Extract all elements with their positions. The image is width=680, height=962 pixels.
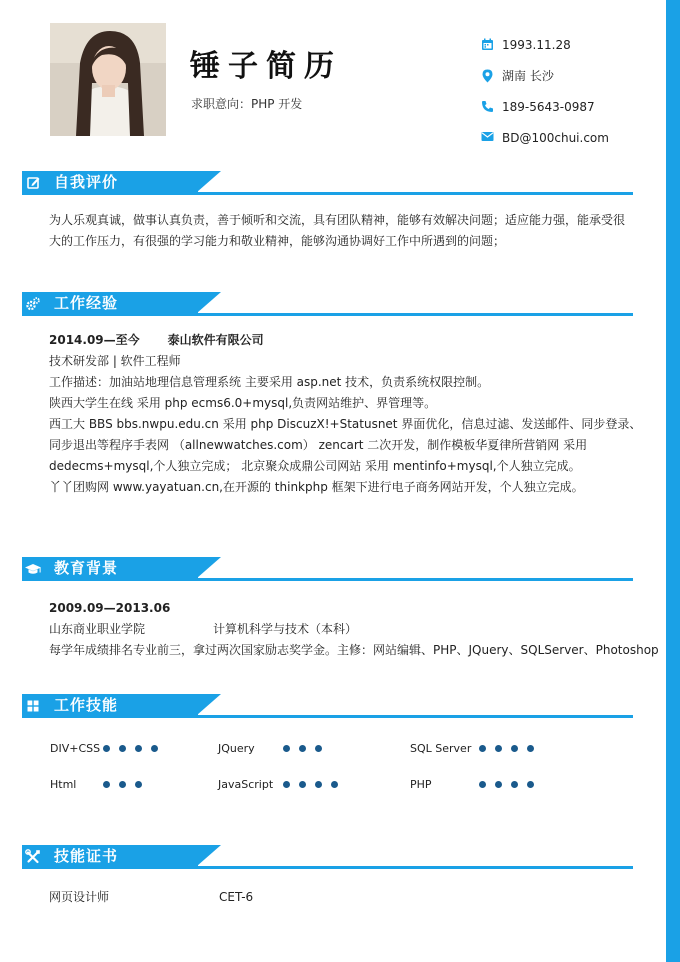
skill-name: Html xyxy=(50,778,77,791)
work-heading xyxy=(49,330,641,351)
skill-level-dot xyxy=(135,745,142,752)
skill-level-dot xyxy=(151,745,158,752)
portrait-image xyxy=(50,23,166,136)
certificate-item: CET-6 xyxy=(219,890,254,904)
section-icon-badge xyxy=(22,695,44,717)
text-line: dedecms+mysql,个人独立完成； 北京聚众成鼎公司网站 采用 mentinfo+mysql,个人独立完成。 xyxy=(49,459,581,473)
edit-icon xyxy=(22,172,44,194)
resume-title: 锤子简历 xyxy=(190,49,342,84)
contact-birthdate xyxy=(481,36,661,54)
skill-level-dot xyxy=(119,781,126,788)
certificate-item: 网页设计师 xyxy=(49,890,110,904)
email-text: BD@100chui.com xyxy=(502,131,609,145)
section-divider xyxy=(22,192,633,195)
skill-level-dot xyxy=(527,745,534,752)
skill-level-dot xyxy=(283,745,290,752)
phone-icon xyxy=(481,100,494,113)
job-objective: 求职意向：PHP 开发 xyxy=(191,97,303,111)
skill-level-dot xyxy=(495,781,502,788)
skill-level-dot xyxy=(283,781,290,788)
text-line: 陕西大学生在线 采用 php ecms6.0+mysql,负责网站维护、界管理等。 xyxy=(49,396,437,410)
text-line: 西工大 BBS bbs.nwpu.edu.cn 采用 php DiscuzX!+Statusnet 界面优化，信息过滤、发送邮件、同步登录、 xyxy=(49,417,642,431)
skill-name: JQuery xyxy=(218,742,255,755)
skill-level-dot xyxy=(495,745,502,752)
calendar-icon xyxy=(481,38,494,51)
text-line: 大的工作压力，有很强的学习能力和敬业精神，能够沟通协调好工作中所遇到的问题； xyxy=(49,234,506,248)
section-header-work-experience xyxy=(22,292,633,316)
section-title: 工作经验 xyxy=(54,294,119,312)
section-tab-edge xyxy=(197,292,221,313)
section-tab-edge xyxy=(197,694,221,715)
section-header-self-evaluation xyxy=(22,171,633,195)
gears-icon xyxy=(22,293,44,315)
skill-level-dot xyxy=(315,781,322,788)
work-experience-body xyxy=(49,330,641,498)
location-pin-icon xyxy=(481,69,494,83)
skill-level-dot xyxy=(315,745,322,752)
text-line: 技术研发部 | 软件工程师 xyxy=(49,354,181,368)
tools-icon xyxy=(22,846,44,868)
section-divider xyxy=(22,866,633,869)
skill-level-dot xyxy=(119,745,126,752)
section-title: 教育背景 xyxy=(54,559,119,577)
contact-location xyxy=(481,67,661,85)
section-divider xyxy=(22,578,633,581)
text-line: 工作描述：加油站地理信息管理系统 主要采用 asp.net 技术，负责系统权限控制。 xyxy=(49,375,490,389)
contact-phone[interactable] xyxy=(481,98,661,116)
section-icon-badge xyxy=(22,293,44,315)
education-detail: 每学年成绩排名专业前三，拿过两次国家励志奖学金。主修：网站编辑、PHP、JQuery、SQLServer、Photoshop xyxy=(49,643,659,657)
skill-level-dot xyxy=(135,781,142,788)
birthdate-text: 1993.11.28 xyxy=(502,38,571,52)
skill-name: DIV+CSS xyxy=(50,742,101,755)
section-header-education xyxy=(22,557,633,581)
grid-icon xyxy=(22,695,44,717)
education-line xyxy=(49,619,659,640)
skill-level-dot xyxy=(331,781,338,788)
section-header-skills xyxy=(22,694,633,718)
self-evaluation-text xyxy=(49,210,625,252)
work-company: 泰山软件有限公司 xyxy=(167,333,264,347)
work-period: 2014.09—至今 xyxy=(49,333,140,347)
skill-level-dot xyxy=(103,781,110,788)
skill-name: SQL Server xyxy=(410,742,472,755)
section-tab-edge xyxy=(197,171,221,192)
skill-level-dot xyxy=(479,781,486,788)
section-title: 自我评价 xyxy=(54,173,119,191)
skill-name: PHP xyxy=(410,778,432,791)
section-divider xyxy=(22,313,633,316)
section-title: 工作技能 xyxy=(54,696,119,714)
text-line: 同步退出等程序手表网 （allnewwatches.com） zencart 二次开发，制作模板华夏律所营销网 采用 xyxy=(49,438,588,452)
skill-level-dot xyxy=(103,745,110,752)
section-divider xyxy=(22,715,633,718)
text-line: 丫丫团购网 www.yayatuan.cn,在开源的 thinkphp 框架下进行电子商务网站开发，个人独立完成。 xyxy=(49,480,584,494)
skill-level-dot xyxy=(299,781,306,788)
profile-photo xyxy=(50,23,166,136)
text-line: 为人乐观真诚，做事认真负责，善于倾听和交流，具有团队精神，能够有效解决问题；适应能力强，能承受很 xyxy=(49,213,626,227)
section-icon-badge xyxy=(22,172,44,194)
skill-level-dot xyxy=(527,781,534,788)
education-period: 2009.09—2013.06 xyxy=(49,601,171,615)
right-accent-bar xyxy=(666,0,680,962)
section-header-certificates xyxy=(22,845,633,869)
education-school: 山东商业职业学院 xyxy=(49,622,146,636)
skill-level-dot xyxy=(511,781,518,788)
phone-text: 189-5643-0987 xyxy=(502,100,595,114)
contact-email[interactable] xyxy=(481,129,661,147)
location-text: 湖南 长沙 xyxy=(502,69,554,83)
section-tab-edge xyxy=(197,845,221,866)
mail-icon xyxy=(481,131,494,142)
section-icon-badge xyxy=(22,558,44,580)
section-title: 技能证书 xyxy=(54,847,119,865)
section-icon-badge xyxy=(22,846,44,868)
section-tab-edge xyxy=(197,557,221,578)
skill-level-dot xyxy=(511,745,518,752)
graduation-cap-icon xyxy=(22,558,44,580)
education-major: 计算机科学与技术（本科） xyxy=(213,622,358,636)
skill-name: JavaScript xyxy=(218,778,274,791)
skill-level-dot xyxy=(479,745,486,752)
education-body xyxy=(49,598,659,661)
skill-level-dot xyxy=(299,745,306,752)
certificates-body xyxy=(49,887,253,908)
